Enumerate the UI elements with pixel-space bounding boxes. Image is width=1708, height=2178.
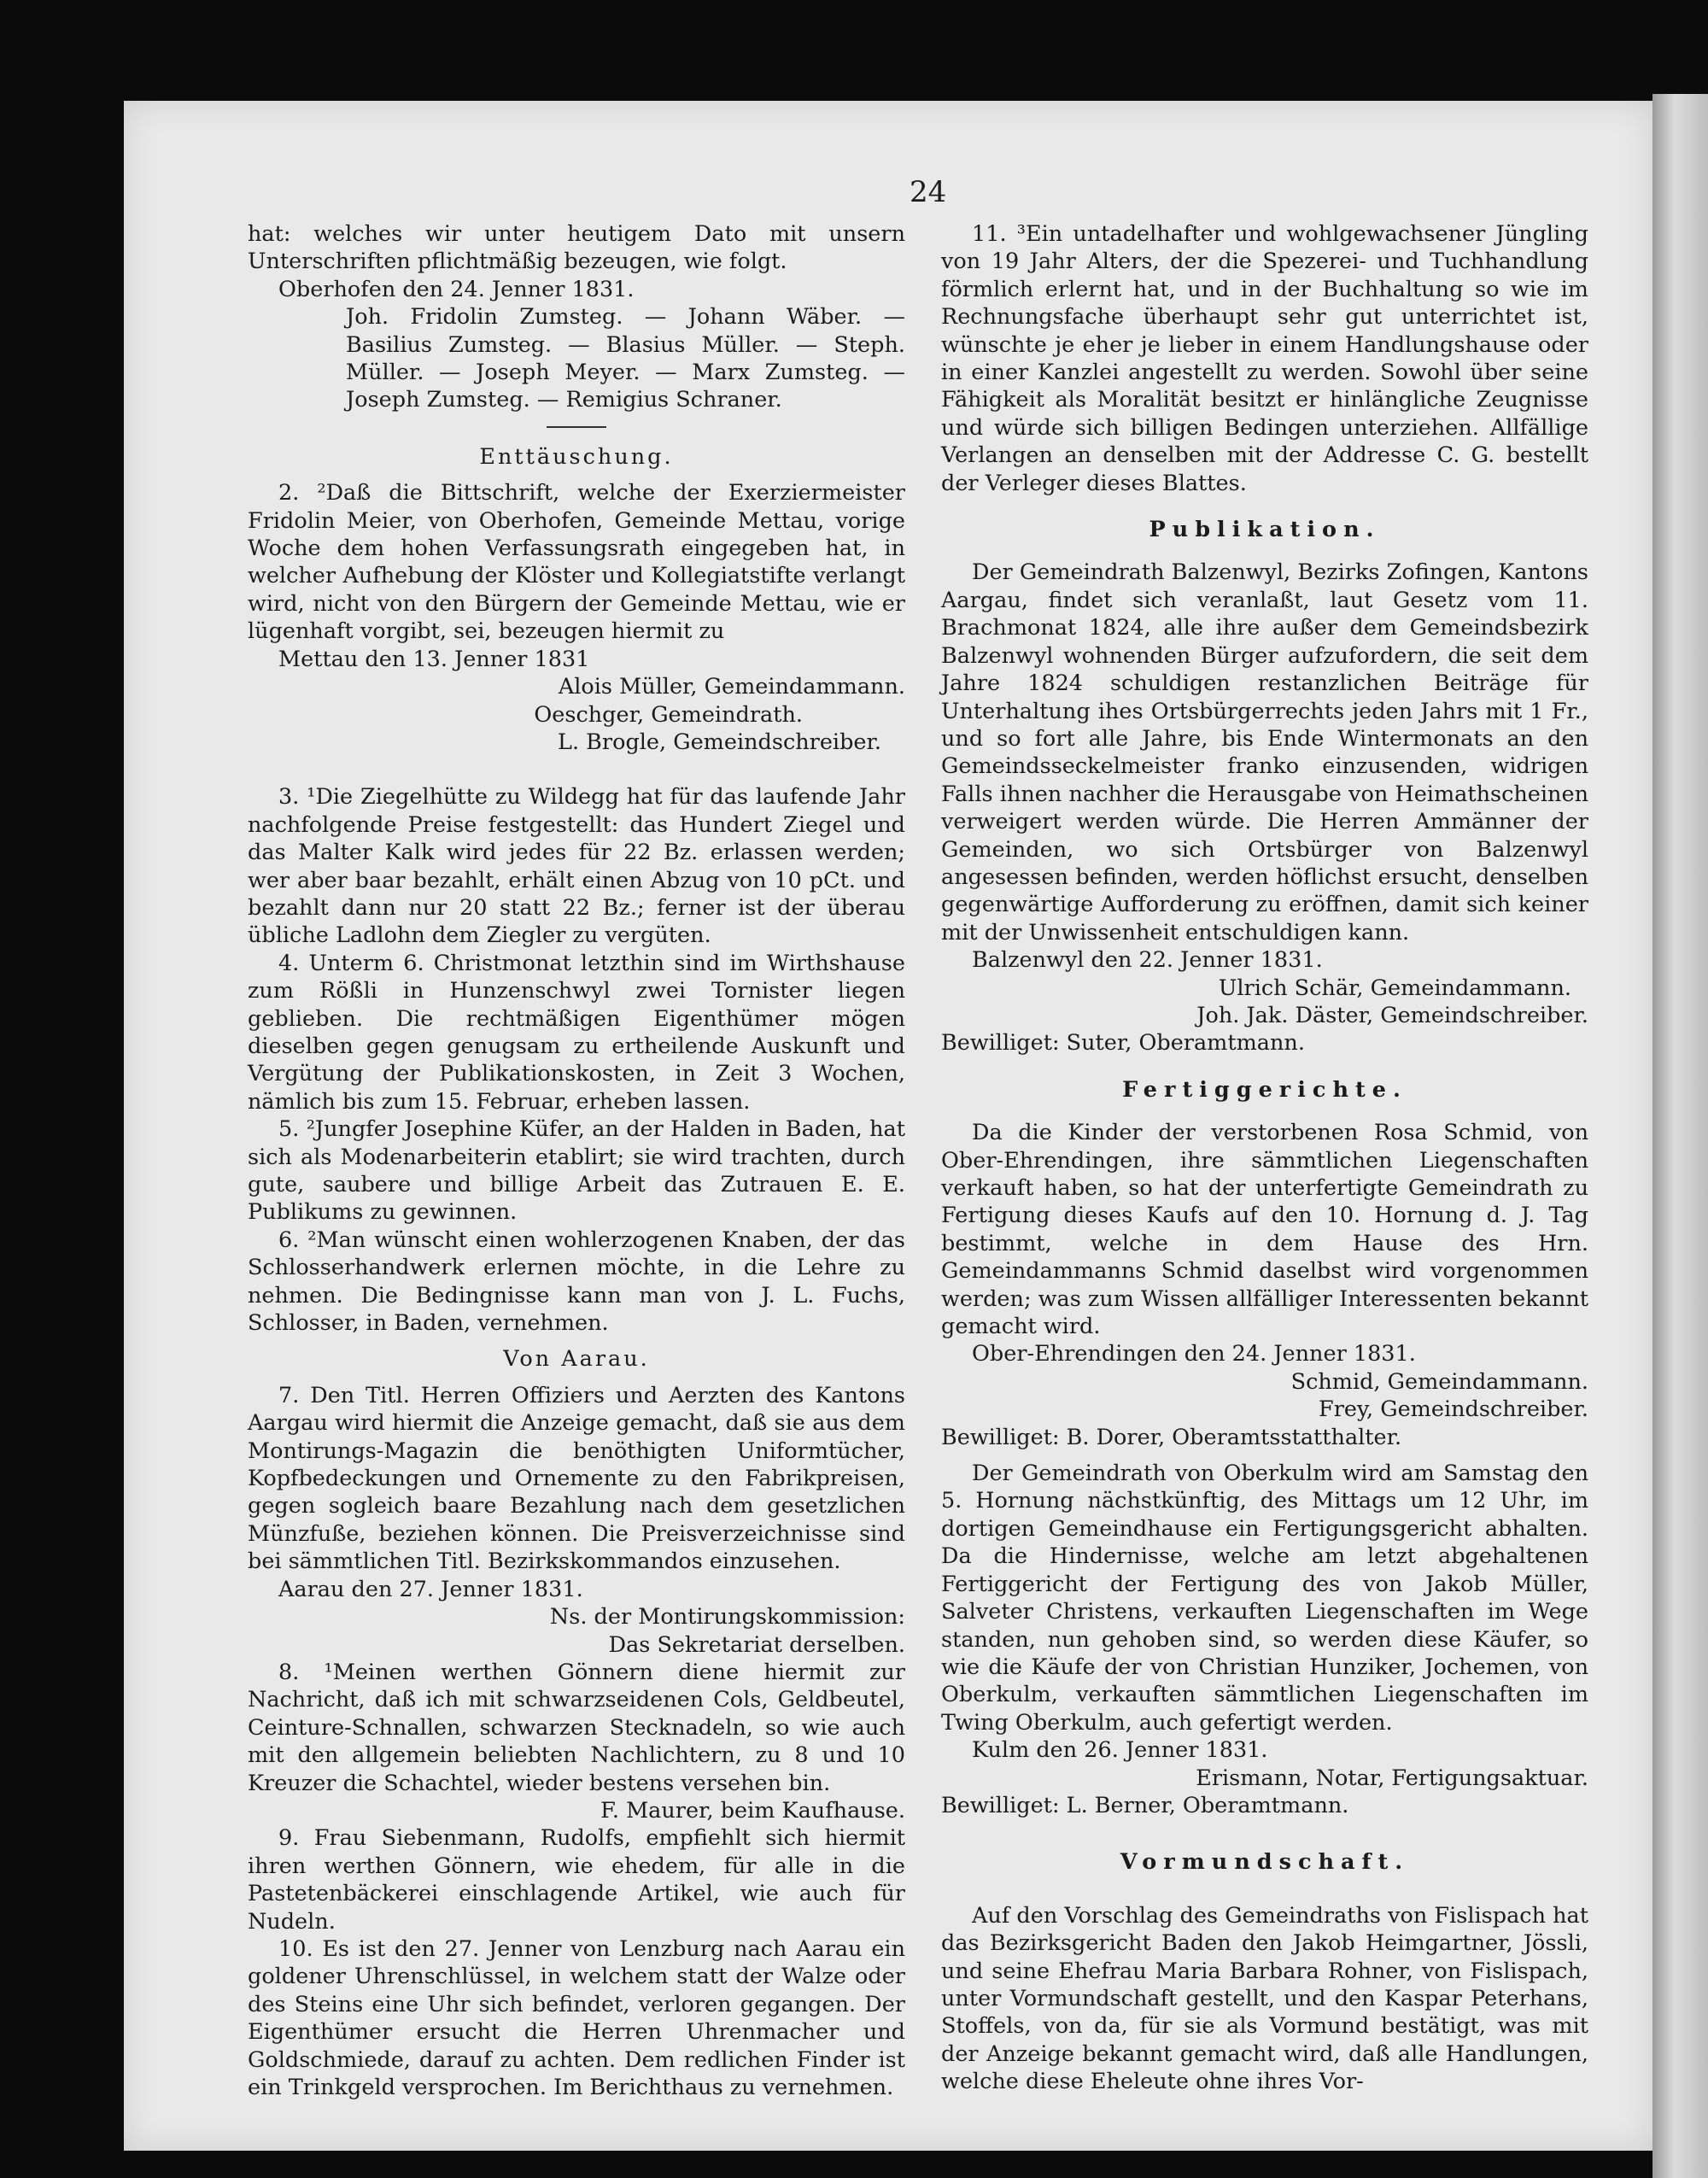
item-11: 11. ³Ein untadelhafter und wohlgewachsener Jüngling von 19 Jahr Alters, der die Spezerei- und Tuchhandlung förmlich erlernt hat, und in der Buchhaltung so wie im Rechnungsfache überhaupt sehr gut unterrichtet ist, wünschte je eher je lieber in einem Handlungshause oder in einer Kanzlei angestellt zu werden. Sowohl über seine Fähigkeit als Moralität besitzt er hinlängliche Zeugnisse und würde sich billigen Bedingen unterziehen. Allfällige Verlangen an denselben mit der Addresse C. G. bestellt der Verleger dieses Blattes. (941, 221, 1588, 496)
item-7: 7. Den Titl. Herren Offiziers und Aerzten des Kantons Aargau wird hiermit die Anzeige gemacht, daß sie aus dem Montirungs-Magazin die benöthigten Uniformtücher, Kopfbedeckungen und Ornemente zu den Fabrikpreisen, gegen sogleich baare Bezahlung nach dem gesetzlichen Münzfuße, beziehen können. Die Preisverzeichnisse sind bei sämmtlichen Titl. Bezirkskommandos einzusehen. (248, 1382, 905, 1575)
item-5: 5. ²Jungfer Josephine Küfer, an der Halden in Baden, hat sich als Modenarbeiterin etablirt; sie wird trachten, durch gute, saubere und billige Arbeit das Zutrauen E. E. Publikums zu gewinnen. (248, 1116, 905, 1226)
fertig-2-date: Kulm den 26. Jenner 1831. (972, 1737, 1268, 1764)
item-8-signature: F. Maurer, beim Kaufhause. (600, 1797, 905, 1824)
item-4: 4. Unterm 6. Christmonat letzthin sind im Wirthshause zum Rößli in Hunzenschwyl zwei Tornister liegen geblieben. Die rechtmäßigen Eigenthümer mögen dieselben gegen genugsam zu ertheilende Auskunft und Vergütung der Publikationskosten, in Zeit 3 Wochen, nämlich bis zum 15. Februar, erheben lassen. (248, 950, 905, 1115)
fertig-1-text: Da die Kinder der verstorbenen Rosa Schmid, von Ober-Ehrendingen, ihre sämmtlichen Liegenschaften verkauft haben, so hat der unterfertigte Gemeindrath zu Fertigung dieses Kaufs auf den 10. Hornung d. J. Tag bestimmt, welche in dem Hause des Hrn. Gemeindammanns Schmid daselbst wird vorgenommen werden; was zum Wissen allfälliger Interessenten bekannt gemacht wird. (941, 1120, 1588, 1340)
page-number: 24 (910, 175, 947, 209)
fertig-1-date: Ober-Ehrendingen den 24. Jenner 1831. (972, 1341, 1416, 1367)
item-6: 6. ²Man wünscht einen wohlerzogenen Knaben, der das Schlosserhandwerk erlernen möchte, in die Lehre zu nehmen. Die Bedingnisse kann man von J. L. Fuchs, Schlosser, in Baden, vernehmen. (248, 1227, 905, 1337)
item-2: 2. ²Daß die Bittschrift, welche der Exerziermeister Fridolin Meier, von Oberhofen, Gemeinde Mettau, vorige Woche dem hohen Verfassungsrath eingegeben hat, in welcher Aufhebung der Klöster und Kollegiatstifte verlangt wird, nicht von den Bürgern der Gemeinde Mettau, wie er lügenhaft vorgibt, sei, bezeugen hiermit zu (248, 480, 905, 645)
item-2-date: Mettau den 13. Jenner 1831 (278, 646, 590, 672)
item-2-signature-2: Oeschger, Gemeindrath. (534, 701, 803, 728)
publikation-signature-1: Ulrich Schär, Gemeindammann. (1218, 975, 1571, 1001)
item-7-date: Aarau den 27. Jenner 1831. (278, 1576, 583, 1602)
item-2-signature-1: Alois Müller, Gemeindammann. (558, 674, 905, 700)
fertig-1-signature-1: Schmid, Gemeindammann. (1290, 1368, 1588, 1395)
right-column (941, 220, 1588, 2096)
oberhofen-text: hat: welches wir unter heutigem Dato mit unsern Unterschriften pflichtmäßig bezeugen, wie folgt. (248, 221, 905, 275)
item-9: 9. Frau Siebenmann, Rudolfs, empfiehlt sich hiermit ihren werthen Gönnern, wie ehedem, für alle in die Pastetenbäckerei einschlagende Artikel, wie auch für Nudeln. (248, 1825, 905, 1935)
fertig-2-text: Der Gemeindrath von Oberkulm wird am Samstag den 5. Hornung nächstkünftig, des Mittags um 12 Uhr, im dortigen Gemeindhause ein Fertigungsgericht abhalten. Da die Hindernisse, welche am letzt abgehaltenen Fertiggericht der Fertigung des von Jakob Müller, Salveter Christens, verkauften Liegenschaften im Wege standen, nun gehoben sind, so werden diese Käufer, so wie die Käufe der von Christian Hunziker, Jochemen, von Oberkulm, verkauften sämmtlichen Liegenschaften im Twing Oberkulm, auch gefertigt werden. (941, 1461, 1588, 1736)
publikation-date: Balzenwyl den 22. Jenner 1831. (972, 947, 1323, 974)
fertig-1-approval: Bewilliget: B. Dorer, Oberamtsstatthalter. (941, 1424, 1402, 1450)
publikation-text: Der Gemeindrath Balzenwyl, Bezirks Zofingen, Kantons Aargau, findet sich veranlaßt, laut Gesetz vom 11. Brachmonat 1824, alle ihre außer dem Gemeindsbezirk Balzenwyl wohnenden Bürger aufzufordern, die seit dem Jahre 1824 schuldigen restanzlichen Beiträge für Unterhaltung ihes Ortsbürgerrechts jeden Jahrs mit 1 Fr., und so fort alle Jahre, bis Ende Wintermonats an den Gemeindsseckelmeister franko einzusenden, widrigen Falls ihnen nachher die Herausgabe von Heimathscheinen verweigert werden würde. Die Herren Ammänner der Gemeinden, wo sich Ortsbürger von Balzenwyl angesessen befinden, werden höflichst ersucht, denselben gegenwärtige Aufforderung zu eröffnen, damit sich keiner mit der Unwissenheit entschuldigen kann. (941, 559, 1588, 946)
heading-publikation: Publikation. (1149, 517, 1381, 543)
item-7-signature-1: Ns. der Montirungskommission: (549, 1604, 905, 1631)
publikation-signature-2: Joh. Jak. Däster, Gemeindschreiber. (1196, 1002, 1588, 1028)
item-2-signature-3: L. Brogle, Gemeindschreiber. (558, 729, 881, 755)
fertig-2-signature: Erismann, Notar, Fertigungsaktuar. (1196, 1765, 1588, 1791)
item-3: 3. ¹Die Ziegelhütte zu Wildegg hat für das laufende Jahr nachfolgende Preise festgestellt: das Hundert Ziegel und das Malter Kalk wird jedes für 22 Bz. erlassen werden; wer aber baar bezahlt, erhält einen Abzug von 10 pCt. und bezahlt dann nur 20 statt 22 Bz.; ferner ist der überau übliche Ladlohn dem Ziegler zu vergüten. (248, 784, 905, 949)
next-page-edge (1652, 94, 1708, 2178)
vormundschaft-text: Auf den Vorschlag des Gemeindraths von Fislispach hat das Bezirksgericht Baden den Jakob Heimgartner, Jössli, und seine Ehefrau Maria Barbara Rohner, von Fislispach, unter Vormundschaft gestellt, und den Kaspar Peterhans, Stoffels, von da, für sie als Vormund bestätigt, was mit der Anzeige bekannt gemacht wird, daß alle Handlungen, welche diese Eheleute ohne ihres Vor- (941, 1902, 1588, 2095)
heading-enttaeuschung: Enttäuschung. (479, 443, 674, 470)
item-7-signature-2: Das Sekretariat derselben. (608, 1631, 905, 1658)
publikation-approval: Bewilliget: Suter, Oberamtmann. (941, 1030, 1305, 1057)
left-column (248, 220, 905, 2101)
fertig-2-approval: Bewilliget: L. Berner, Oberamtmann. (941, 1792, 1349, 1818)
divider (547, 426, 606, 428)
oberhofen-signers: Joh. Fridolin Zumsteg. — Johann Wäber. — Basilius Zumsteg. — Blasius Müller. — Steph. Müller. — Joseph Meyer. — Marx Zumsteg. — Joseph Zumsteg. — Remigius Schraner. (346, 304, 905, 413)
heading-von-aarau: Von Aarau. (503, 1346, 650, 1373)
heading-vormundschaft: Vormundschaft. (1120, 1849, 1410, 1876)
oberhofen-date: Oberhofen den 24. Jenner 1831. (278, 276, 635, 302)
heading-fertiggerichte: Fertiggerichte. (1122, 1076, 1407, 1103)
fertig-1-signature-2: Frey, Gemeindschreiber. (1319, 1396, 1588, 1423)
item-8: 8. ¹Meinen werthen Gönnern diene hiermit zur Nachricht, daß ich mit schwarzseidenen Cols, Geldbeutel, Ceinture-Schnallen, schwarzen Stecknadeln, so wie auch mit den allgemein beliebten Nachlichtern, zu 8 und 10 Kreuzer die Schachtel, wieder bestens versehen bin. (248, 1659, 905, 1796)
item-10: 10. Es ist den 27. Jenner von Lenzburg nach Aarau ein goldener Uhrenschlüssel, in welchem statt der Walze oder des Steins eine Uhr sich befindet, verloren gegangen. Der Eigenthümer ersucht die Herren Uhrenmacher und Goldschmiede, darauf zu achten. Dem redlichen Finder ist ein Trinkgeld versprochen. Im Berichthaus zu vernehmen. (248, 1935, 905, 2100)
